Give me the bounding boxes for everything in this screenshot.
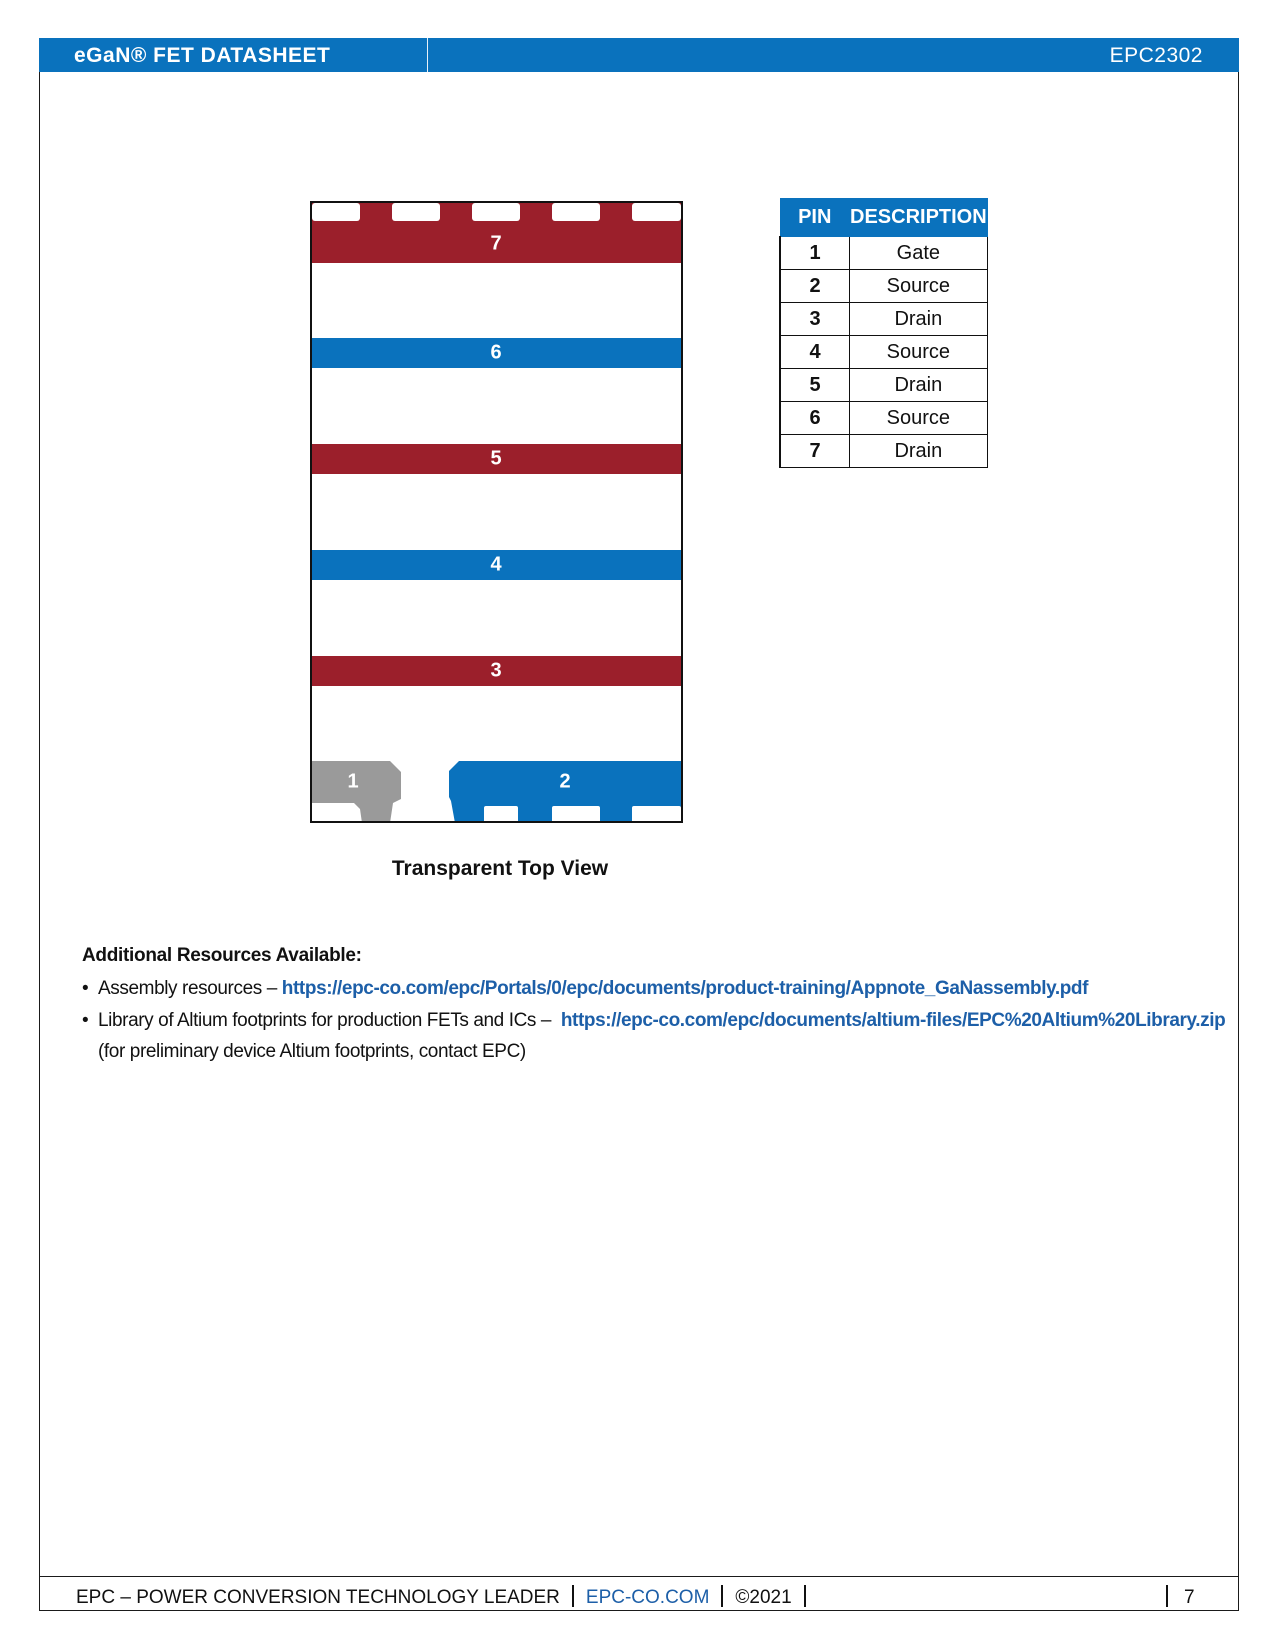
bullet: • — [82, 978, 89, 999]
resource-note: (for preliminary device Altium footprints, contact EPC) — [98, 1041, 526, 1062]
resource-text: Library of Altium footprints for production FETs and ICs – — [98, 1010, 552, 1031]
diagram-caption: Transparent Top View — [391, 857, 609, 880]
bullet: • — [82, 1010, 89, 1031]
pin-number: 5 — [780, 369, 850, 402]
table-row — [780, 369, 987, 402]
pin-1-label: 1 — [347, 770, 359, 793]
datasheet-title: eGaN® FET DATASHEET — [74, 44, 331, 67]
table-row — [780, 435, 987, 468]
table-row — [780, 270, 987, 303]
pinout-diagram — [310, 201, 683, 823]
table-row — [780, 336, 987, 369]
pin-6-label: 6 — [490, 341, 502, 364]
page-footer — [76, 1585, 818, 1609]
pin-5-label: 5 — [490, 447, 502, 470]
pin-column-header: PIN — [780, 199, 850, 237]
footer-website-link[interactable]: EPC-CO.COM — [585, 1587, 710, 1608]
description-column-header: DESCRIPTION — [850, 199, 988, 237]
footer-separator — [804, 1585, 806, 1607]
page-number — [1166, 1585, 1195, 1609]
footer-divider — [39, 1576, 1239, 1577]
header-divider — [427, 38, 428, 72]
pin-number: 1 — [780, 237, 850, 270]
footer-separator — [721, 1585, 723, 1607]
pin-4-label: 4 — [490, 553, 502, 576]
footer-separator — [1166, 1585, 1168, 1607]
pin-table-header — [780, 199, 987, 237]
pin-number: 7 — [780, 435, 850, 468]
pin-7-label: 7 — [490, 232, 502, 255]
page-number-value: 7 — [1184, 1587, 1195, 1608]
package-outline — [310, 201, 683, 823]
pin-3-label: 3 — [490, 659, 502, 682]
pin-description: Drain — [850, 435, 988, 468]
table-row — [780, 402, 987, 435]
part-number: EPC2302 — [1109, 44, 1203, 67]
page-header — [39, 38, 1239, 72]
assembly-resources-link[interactable]: https://epc-co.com/epc/Portals/0/epc/documents/product-training/Appnote_GaNassembly.pdf — [281, 978, 1089, 999]
pin-description: Source — [850, 336, 988, 369]
footer-separator — [572, 1585, 574, 1607]
footer-tagline: EPC – POWER CONVERSION TECHNOLOGY LEADER — [76, 1587, 560, 1608]
pin-description: Source — [850, 402, 988, 435]
pin-number: 3 — [780, 303, 850, 336]
pin-description: Drain — [850, 369, 988, 402]
footer-copyright: ©2021 — [735, 1587, 792, 1608]
resource-item-altium — [82, 1010, 1225, 1032]
pin-description: Drain — [850, 303, 988, 336]
table-row — [780, 303, 987, 336]
pin-number: 6 — [780, 402, 850, 435]
altium-library-link[interactable]: https://epc-co.com/epc/documents/altium-files/EPC%20Altium%20Library.zip — [560, 1010, 1226, 1031]
resource-text: Assembly resources – — [98, 978, 277, 999]
pin-description: Gate — [850, 237, 988, 270]
resources-heading: Additional Resources Available: — [82, 945, 362, 966]
pin-2-label: 2 — [559, 770, 571, 793]
resource-item-assembly — [82, 978, 1088, 1000]
pin-number: 4 — [780, 336, 850, 369]
pin-table — [779, 198, 988, 468]
pin-number: 2 — [780, 270, 850, 303]
table-row — [780, 237, 987, 270]
pin-description: Source — [850, 270, 988, 303]
